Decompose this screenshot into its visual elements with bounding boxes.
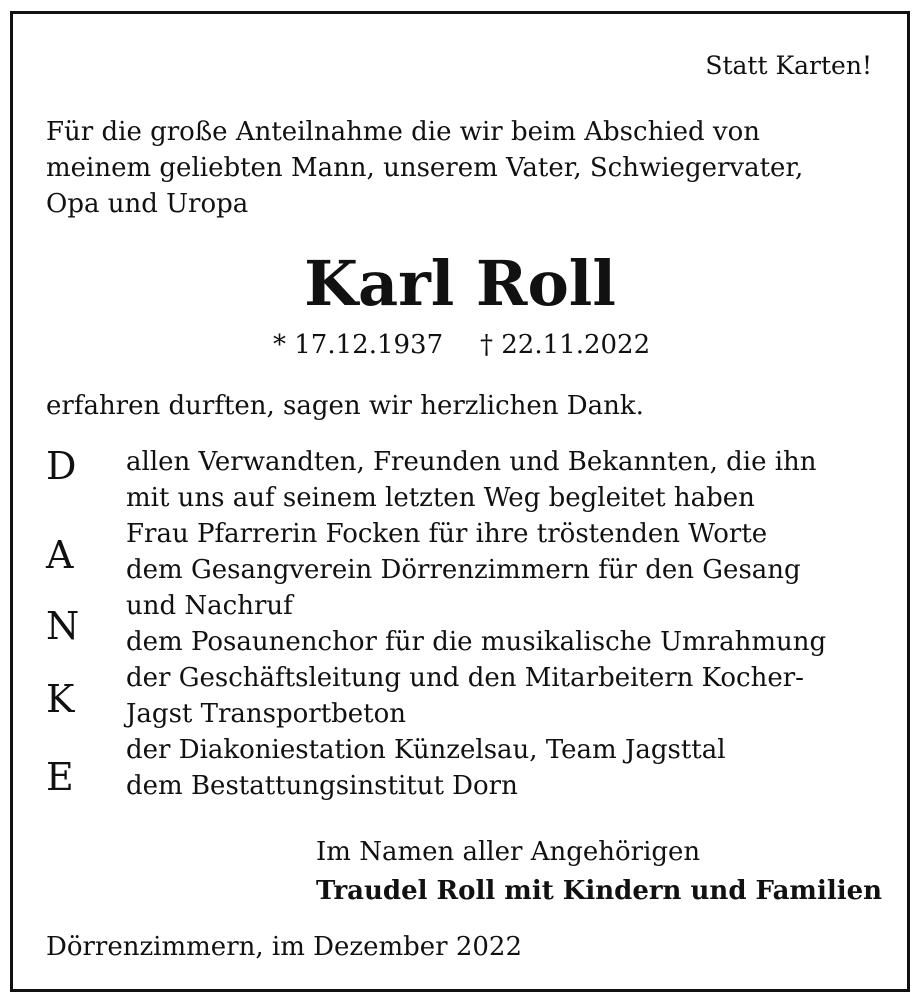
intro-line: meinem geliebten Mann, unserem Vater, Schwiegervater, <box>46 153 804 183</box>
birth-date: * 17.12.1937 <box>273 330 444 360</box>
list-item: dem Gesangverein Dörrenzimmern für den Gesang <box>126 555 801 585</box>
list-item: mit uns auf seinem letzten Weg begleitet haben <box>126 483 755 513</box>
on-behalf-text: Im Namen aller Angehörigen <box>316 837 701 867</box>
deceased-name: Karl Roll <box>304 247 616 320</box>
statt-karten-text: Statt Karten! <box>705 51 872 80</box>
death-date: † 22.11.2022 <box>480 330 651 360</box>
list-item: Jagst Transportbeton <box>126 699 407 729</box>
signer-name: Traudel Roll mit Kindern und Familien <box>316 876 883 906</box>
thanks-line: erfahren durften, sagen wir herzlichen Dank. <box>46 391 644 421</box>
danke-letter-n: N <box>46 604 80 648</box>
danke-letter-k: K <box>46 677 75 721</box>
list-item: dem Posaunenchor für die musikalische Umrahmung <box>126 627 827 657</box>
acknowledgements-list <box>126 444 826 804</box>
list-item: und Nachruf <box>126 591 293 621</box>
list-item: dem Bestattungsinstitut Dorn <box>126 771 518 801</box>
intro-text <box>46 114 803 222</box>
danke-letter-a: A <box>46 533 74 577</box>
place-date: Dörrenzimmern, im Dezember 2022 <box>46 932 522 962</box>
intro-line: Opa und Uropa <box>46 189 249 219</box>
danke-letter-e: E <box>46 755 74 799</box>
list-item: Frau Pfarrerin Focken für ihre tröstenden Worte <box>126 519 768 549</box>
list-item: der Geschäftsleitung und den Mitarbeitern Kocher- <box>126 663 804 693</box>
intro-line: Für die große Anteilnahme die wir beim Abschied von <box>46 117 761 147</box>
list-item: der Diakoniestation Künzelsau, Team Jagsttal <box>126 735 726 765</box>
list-item: allen Verwandten, Freunden und Bekannten, die ihn <box>126 447 817 477</box>
danke-letter-d: D <box>46 444 77 488</box>
